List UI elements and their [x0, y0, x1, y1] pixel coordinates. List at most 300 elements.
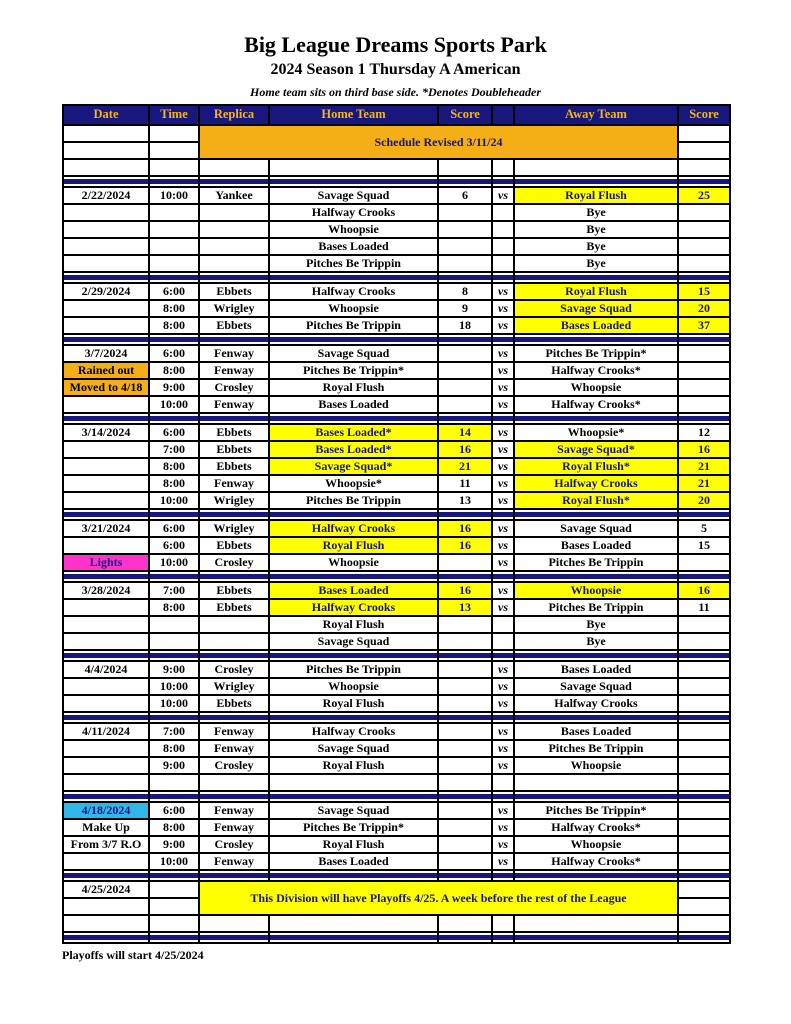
schedule-row: [63, 678, 730, 695]
away-score-cell: [678, 774, 730, 791]
home-score-cell: 16: [438, 520, 492, 537]
schedule-row: [63, 424, 730, 441]
time-cell: 8:00: [149, 740, 199, 757]
separator-cell: [492, 870, 514, 881]
away-score-cell: [678, 554, 730, 571]
away-team-cell: Royal Flush*: [514, 492, 678, 509]
header-cell: Score: [678, 105, 730, 125]
separator-cell: [492, 334, 514, 345]
vs-cell: [492, 633, 514, 650]
separator-cell: [199, 932, 269, 943]
date-cell: [63, 300, 149, 317]
vs-cell: vs: [492, 317, 514, 334]
schedule-row: [63, 204, 730, 221]
home-team-cell: Royal Flush: [269, 616, 438, 633]
time-cell: 8:00: [149, 300, 199, 317]
date-cell: [63, 441, 149, 458]
schedule-row: [63, 695, 730, 712]
away-score-cell: 20: [678, 492, 730, 509]
away-team-cell: Halfway Crooks*: [514, 819, 678, 836]
separator-cell: [438, 272, 492, 283]
date-cell: [63, 616, 149, 633]
header-cell: Away Team: [514, 105, 678, 125]
home-team-cell: Savage Squad: [269, 802, 438, 819]
schedule-row: [63, 125, 730, 142]
date-cell: 3/14/2024: [63, 424, 149, 441]
home-team-cell: Savage Squad: [269, 345, 438, 362]
vs-cell: vs: [492, 757, 514, 774]
separator-cell: [269, 272, 438, 283]
away-score-cell: 16: [678, 441, 730, 458]
separator-cell: [514, 791, 678, 802]
time-cell: [149, 142, 199, 159]
date-cell: [63, 853, 149, 870]
vs-cell: vs: [492, 819, 514, 836]
home-team-cell: Bases Loaded: [269, 396, 438, 413]
home-score-cell: [438, 723, 492, 740]
schedule-table-body: [63, 105, 730, 943]
replica-cell: Ebbets: [199, 695, 269, 712]
vs-cell: vs: [492, 187, 514, 204]
vs-cell: vs: [492, 582, 514, 599]
home-score-cell: [438, 695, 492, 712]
date-cell: From 3/7 R.O: [63, 836, 149, 853]
date-cell: [63, 915, 149, 932]
date-cell: [63, 238, 149, 255]
away-score-cell: [678, 661, 730, 678]
revision-banner: Schedule Revised 3/11/24: [199, 125, 678, 159]
schedule-row: [63, 582, 730, 599]
home-score-cell: 9: [438, 300, 492, 317]
away-score-cell: [678, 836, 730, 853]
time-cell: 6:00: [149, 520, 199, 537]
home-team-cell: [269, 159, 438, 176]
vs-cell: vs: [492, 345, 514, 362]
time-cell: 10:00: [149, 853, 199, 870]
replica-cell: Crosley: [199, 836, 269, 853]
vs-cell: [492, 915, 514, 932]
time-cell: 9:00: [149, 661, 199, 678]
away-score-cell: [678, 819, 730, 836]
away-score-cell: 37: [678, 317, 730, 334]
vs-cell: vs: [492, 599, 514, 616]
away-score-cell: 15: [678, 537, 730, 554]
separator-cell: [269, 791, 438, 802]
away-score-cell: 21: [678, 458, 730, 475]
schedule-row: [63, 475, 730, 492]
page-title: Big League Dreams Sports Park: [244, 32, 547, 57]
away-team-cell: Savage Squad*: [514, 441, 678, 458]
schedule-row: [63, 300, 730, 317]
away-score-cell: [678, 345, 730, 362]
home-score-cell: [438, 802, 492, 819]
header-cell: Date: [63, 105, 149, 125]
schedule-row: [63, 362, 730, 379]
schedule-row: [63, 187, 730, 204]
home-team-cell: Pitches Be Trippin*: [269, 819, 438, 836]
time-cell: 8:00: [149, 819, 199, 836]
separator-cell: [199, 870, 269, 881]
date-cell: [63, 317, 149, 334]
schedule-row: [63, 915, 730, 932]
away-team-cell: Pitches Be Trippin*: [514, 802, 678, 819]
time-cell: 10:00: [149, 554, 199, 571]
date-cell: [63, 695, 149, 712]
away-team-cell: Bases Loaded: [514, 661, 678, 678]
home-score-cell: [438, 661, 492, 678]
separator-row: [63, 334, 730, 345]
away-score-cell: [678, 757, 730, 774]
separator-cell: [514, 870, 678, 881]
vs-cell: vs: [492, 836, 514, 853]
separator-cell: [199, 176, 269, 187]
time-cell: 8:00: [149, 475, 199, 492]
replica-cell: [199, 616, 269, 633]
away-team-cell: Halfway Crooks*: [514, 362, 678, 379]
away-score-cell: [678, 362, 730, 379]
time-cell: [149, 221, 199, 238]
home-team-cell: Bases Loaded: [269, 853, 438, 870]
date-cell: Make Up: [63, 819, 149, 836]
header-cell: Score: [438, 105, 492, 125]
away-team-cell: Whoopsie*: [514, 424, 678, 441]
schedule-row: [63, 345, 730, 362]
replica-cell: Crosley: [199, 757, 269, 774]
separator-cell: [149, 176, 199, 187]
replica-cell: Fenway: [199, 345, 269, 362]
away-team-cell: Halfway Crooks*: [514, 853, 678, 870]
away-score-cell: [678, 396, 730, 413]
replica-cell: [199, 915, 269, 932]
separator-cell: [63, 712, 149, 723]
time-cell: [149, 774, 199, 791]
home-team-cell: Savage Squad*: [269, 458, 438, 475]
separator-cell: [63, 272, 149, 283]
vs-cell: [492, 616, 514, 633]
time-cell: 6:00: [149, 283, 199, 300]
vs-cell: vs: [492, 396, 514, 413]
away-team-cell: Pitches Be Trippin*: [514, 345, 678, 362]
replica-cell: Fenway: [199, 740, 269, 757]
header-cell: [492, 105, 514, 125]
separator-cell: [514, 334, 678, 345]
home-team-cell: Royal Flush: [269, 537, 438, 554]
schedule-row: [63, 599, 730, 616]
separator-row: [63, 791, 730, 802]
replica-cell: [199, 221, 269, 238]
away-score-cell: [678, 898, 730, 915]
away-score-cell: [678, 159, 730, 176]
separator-cell: [492, 571, 514, 582]
separator-cell: [149, 870, 199, 881]
replica-cell: Ebbets: [199, 317, 269, 334]
away-team-cell: [514, 774, 678, 791]
separator-cell: [438, 932, 492, 943]
away-team-cell: Halfway Crooks: [514, 475, 678, 492]
separator-row: [63, 870, 730, 881]
separator-cell: [438, 791, 492, 802]
home-score-cell: [438, 221, 492, 238]
replica-cell: [199, 204, 269, 221]
home-team-cell: Whoopsie: [269, 221, 438, 238]
separator-cell: [678, 870, 730, 881]
away-score-cell: [678, 695, 730, 712]
home-score-cell: 16: [438, 537, 492, 554]
separator-cell: [199, 571, 269, 582]
home-team-cell: Bases Loaded*: [269, 441, 438, 458]
schedule-row: [63, 757, 730, 774]
schedule-row: [63, 221, 730, 238]
vs-cell: vs: [492, 379, 514, 396]
separator-cell: [492, 509, 514, 520]
replica-cell: Crosley: [199, 661, 269, 678]
date-cell: 4/11/2024: [63, 723, 149, 740]
home-score-cell: [438, 757, 492, 774]
away-score-cell: [678, 221, 730, 238]
away-team-cell: Savage Squad: [514, 678, 678, 695]
home-score-cell: [438, 853, 492, 870]
separator-cell: [438, 334, 492, 345]
time-cell: [149, 915, 199, 932]
home-score-cell: 16: [438, 582, 492, 599]
separator-cell: [678, 791, 730, 802]
away-team-cell: Bye: [514, 255, 678, 272]
replica-cell: Wrigley: [199, 300, 269, 317]
away-team-cell: Bye: [514, 616, 678, 633]
home-score-cell: [438, 836, 492, 853]
home-score-cell: 18: [438, 317, 492, 334]
separator-cell: [269, 571, 438, 582]
separator-row: [63, 413, 730, 424]
replica-cell: Fenway: [199, 362, 269, 379]
separator-cell: [514, 932, 678, 943]
home-score-cell: [438, 915, 492, 932]
vs-cell: vs: [492, 362, 514, 379]
home-team-cell: Pitches Be Trippin: [269, 492, 438, 509]
away-score-cell: [678, 255, 730, 272]
date-cell: [63, 633, 149, 650]
separator-cell: [514, 272, 678, 283]
home-team-cell: [269, 774, 438, 791]
separator-cell: [269, 650, 438, 661]
separator-cell: [149, 650, 199, 661]
away-team-cell: Whoopsie: [514, 757, 678, 774]
vs-cell: [492, 774, 514, 791]
separator-cell: [492, 932, 514, 943]
away-team-cell: Bases Loaded: [514, 723, 678, 740]
replica-cell: [199, 633, 269, 650]
time-cell: [149, 616, 199, 633]
date-cell: [63, 537, 149, 554]
home-score-cell: 16: [438, 441, 492, 458]
away-team-cell: Pitches Be Trippin: [514, 599, 678, 616]
replica-cell: Fenway: [199, 396, 269, 413]
vs-cell: vs: [492, 492, 514, 509]
home-team-cell: Whoopsie: [269, 554, 438, 571]
separator-cell: [269, 413, 438, 424]
separator-cell: [492, 791, 514, 802]
date-cell: [63, 599, 149, 616]
separator-cell: [199, 413, 269, 424]
separator-row: [63, 509, 730, 520]
home-score-cell: [438, 345, 492, 362]
home-team-cell: Savage Squad: [269, 740, 438, 757]
away-score-cell: 25: [678, 187, 730, 204]
date-cell: 4/18/2024: [63, 802, 149, 819]
separator-cell: [678, 176, 730, 187]
separator-row: [63, 932, 730, 943]
date-cell: Moved to 4/18: [63, 379, 149, 396]
away-score-cell: [678, 142, 730, 159]
home-team-cell: [269, 915, 438, 932]
home-team-cell: Whoopsie*: [269, 475, 438, 492]
time-cell: 9:00: [149, 836, 199, 853]
schedule-row: [63, 853, 730, 870]
separator-cell: [269, 176, 438, 187]
vs-cell: vs: [492, 283, 514, 300]
time-cell: 6:00: [149, 537, 199, 554]
home-score-cell: [438, 396, 492, 413]
schedule-row: [63, 317, 730, 334]
home-team-cell: Savage Squad: [269, 187, 438, 204]
time-cell: 10:00: [149, 678, 199, 695]
replica-cell: [199, 774, 269, 791]
vs-cell: vs: [492, 554, 514, 571]
date-cell: [63, 898, 149, 915]
home-team-cell: Royal Flush: [269, 757, 438, 774]
separator-cell: [678, 650, 730, 661]
replica-cell: Crosley: [199, 379, 269, 396]
date-cell: [63, 740, 149, 757]
vs-cell: vs: [492, 723, 514, 740]
date-cell: [63, 475, 149, 492]
separator-cell: [63, 334, 149, 345]
replica-cell: [199, 238, 269, 255]
away-team-cell: Whoopsie: [514, 836, 678, 853]
vs-cell: [492, 159, 514, 176]
home-score-cell: [438, 740, 492, 757]
away-score-cell: 11: [678, 599, 730, 616]
schedule-row: [63, 836, 730, 853]
away-score-cell: [678, 740, 730, 757]
away-score-cell: 12: [678, 424, 730, 441]
header-cell: Time: [149, 105, 199, 125]
separator-cell: [438, 413, 492, 424]
vs-cell: vs: [492, 678, 514, 695]
away-score-cell: [678, 204, 730, 221]
separator-cell: [438, 571, 492, 582]
replica-cell: Fenway: [199, 819, 269, 836]
vs-cell: vs: [492, 475, 514, 492]
separator-cell: [63, 571, 149, 582]
separator-cell: [63, 870, 149, 881]
home-team-cell: Royal Flush: [269, 836, 438, 853]
separator-cell: [492, 272, 514, 283]
separator-cell: [63, 650, 149, 661]
vs-cell: vs: [492, 300, 514, 317]
schedule-row: [63, 554, 730, 571]
vs-cell: vs: [492, 458, 514, 475]
home-score-cell: 13: [438, 599, 492, 616]
schedule-row: [63, 537, 730, 554]
separator-row: [63, 650, 730, 661]
separator-cell: [63, 509, 149, 520]
away-team-cell: Bases Loaded: [514, 317, 678, 334]
time-cell: [149, 633, 199, 650]
vs-cell: vs: [492, 853, 514, 870]
date-cell: 4/25/2024: [63, 881, 149, 898]
schedule-row: [63, 616, 730, 633]
home-score-cell: [438, 255, 492, 272]
separator-row: [63, 571, 730, 582]
time-cell: [149, 881, 199, 898]
vs-cell: [492, 204, 514, 221]
date-cell: [63, 757, 149, 774]
separator-cell: [678, 571, 730, 582]
time-cell: 8:00: [149, 317, 199, 334]
away-team-cell: Halfway Crooks: [514, 695, 678, 712]
replica-cell: Ebbets: [199, 582, 269, 599]
time-cell: [149, 238, 199, 255]
vs-cell: vs: [492, 661, 514, 678]
date-cell: Rained out: [63, 362, 149, 379]
vs-cell: vs: [492, 740, 514, 757]
vs-cell: [492, 221, 514, 238]
separator-cell: [438, 870, 492, 881]
vs-cell: vs: [492, 424, 514, 441]
away-score-cell: 16: [678, 582, 730, 599]
separator-cell: [63, 413, 149, 424]
vs-cell: [492, 238, 514, 255]
schedule-row: [63, 379, 730, 396]
replica-cell: [199, 159, 269, 176]
page-note: Home team sits on third base side. *Denotes Doubleheader: [250, 85, 541, 99]
home-score-cell: 6: [438, 187, 492, 204]
home-team-cell: Pitches Be Trippin: [269, 317, 438, 334]
separator-cell: [149, 334, 199, 345]
home-score-cell: 11: [438, 475, 492, 492]
replica-cell: Fenway: [199, 723, 269, 740]
schedule-row: [63, 520, 730, 537]
separator-cell: [149, 509, 199, 520]
away-score-cell: [678, 125, 730, 142]
header-cell: Replica: [199, 105, 269, 125]
separator-cell: [514, 413, 678, 424]
separator-row: [63, 272, 730, 283]
date-cell: [63, 396, 149, 413]
away-score-cell: 21: [678, 475, 730, 492]
schedule-row: [63, 441, 730, 458]
separator-cell: [514, 650, 678, 661]
separator-cell: [678, 509, 730, 520]
separator-cell: [149, 791, 199, 802]
home-score-cell: 21: [438, 458, 492, 475]
away-team-cell: Whoopsie: [514, 582, 678, 599]
home-score-cell: [438, 379, 492, 396]
replica-cell: Fenway: [199, 475, 269, 492]
separator-cell: [149, 413, 199, 424]
time-cell: [149, 898, 199, 915]
separator-cell: [269, 932, 438, 943]
home-score-cell: [438, 554, 492, 571]
separator-cell: [492, 413, 514, 424]
schedule-row: [63, 159, 730, 176]
separator-cell: [63, 932, 149, 943]
away-score-cell: [678, 616, 730, 633]
home-team-cell: Halfway Crooks: [269, 283, 438, 300]
date-cell: [63, 255, 149, 272]
replica-cell: Crosley: [199, 554, 269, 571]
